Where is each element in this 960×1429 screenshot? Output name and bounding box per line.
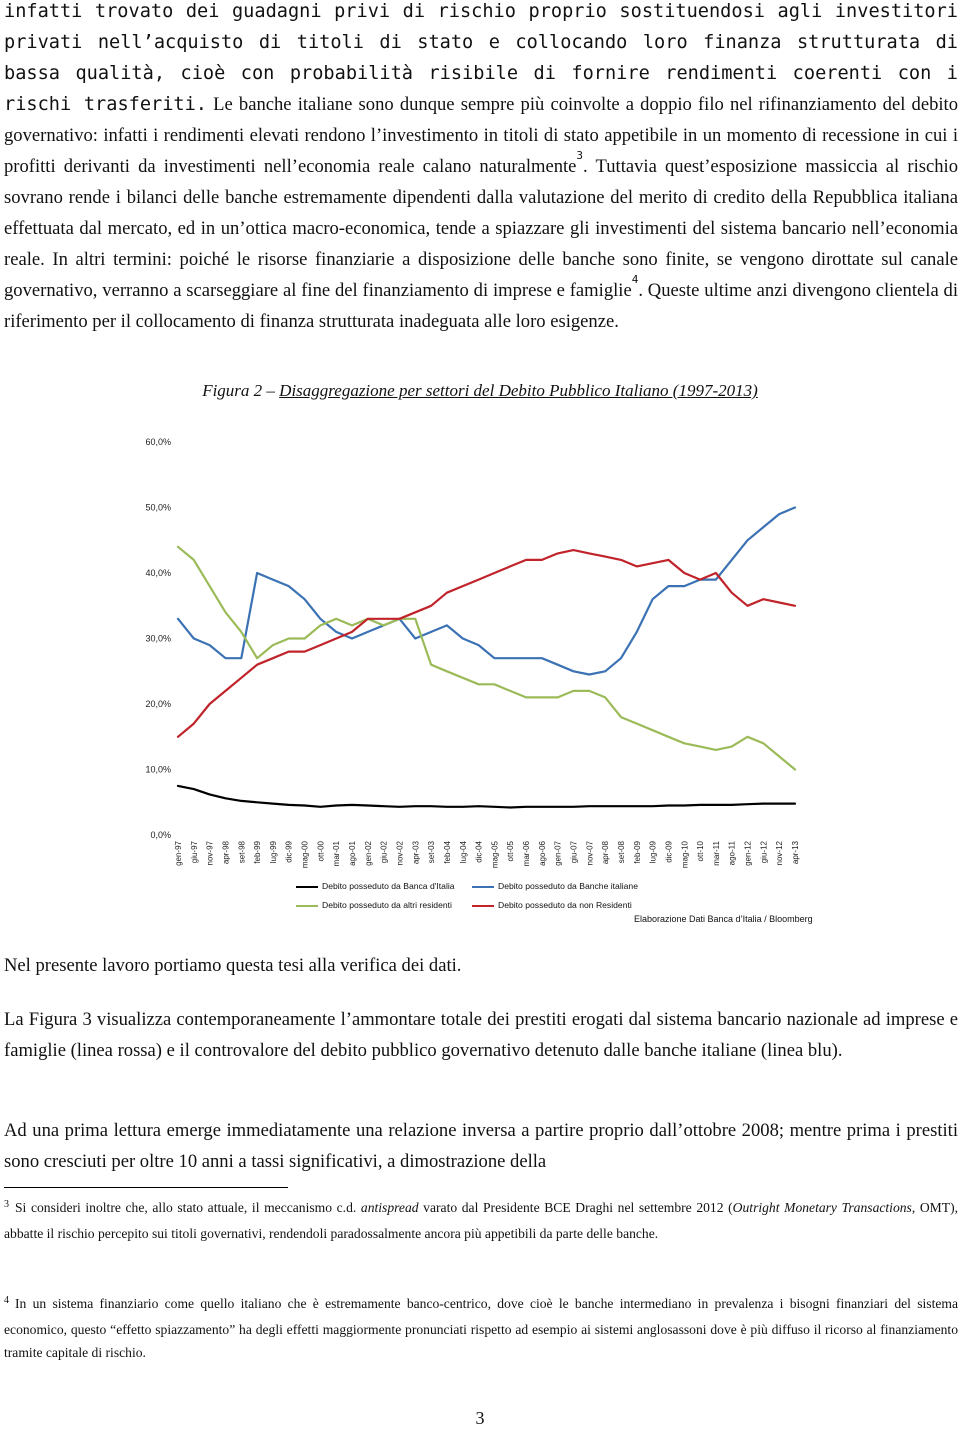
x-tick-label: nov-97 [205,841,215,866]
y-tick-label: 60,0% [145,437,171,447]
x-tick-label: set-98 [237,841,247,864]
y-tick-label: 10,0% [145,764,171,775]
page-number: 3 [475,1408,485,1428]
footnote-ref-3[interactable]: 3 [576,148,584,162]
x-tick-label: giu-02 [379,841,389,864]
y-tick-label: 50,0% [145,502,171,513]
x-tick-label: ott-10 [696,841,706,862]
legend-item-non-residenti [472,898,632,912]
x-tick-label: nov-07 [585,841,595,866]
y-tick-label: 0,0% [150,830,171,840]
legend-swatch [296,886,318,888]
x-tick-label: feb-09 [632,841,642,864]
chart-legend [296,879,816,919]
figure-caption-title: Disaggregazione per settori del Debito Pubblico Italiano (1997-2013) [279,381,758,400]
body-paragraph-3: La Figura 3 visualizza contemporaneamente l’ammontare totale dei prestiti erogati dal sistema bancario nazionale ad imprese e famiglie (linea rossa) e il controvalore del debito pubblico governativo detenuto dalle banche italiane (linea blu). [4,1009,958,1061]
x-tick-label: mag-05 [490,841,500,869]
footnote-number: 4 [4,1295,9,1306]
x-tick-label: ott-00 [316,841,326,862]
y-tick-label: 20,0% [145,699,171,709]
legend-item-banche-italiane [472,879,638,893]
x-tick-label: dic-04 [474,841,484,863]
x-tick-label: gen-97 [174,841,183,866]
x-tick-label: feb-99 [253,841,263,864]
footnote-text: Si consideri inoltre che, allo stato attuale, il meccanismo c.d. [15,1200,361,1215]
x-tick-label: giu-07 [569,841,579,864]
series-line-2 [178,508,795,675]
legend-label: Debito posseduto da Banche italiane [498,881,638,891]
x-tick-label: gen-07 [553,841,563,866]
footnote-text-italic: antispread [360,1200,419,1215]
footnote-separator [4,1187,288,1188]
body-paragraph-2: Nel presente lavoro portiamo questa tesi alla verifica dei dati. [4,955,462,976]
x-tick-label: mar-11 [711,841,721,866]
x-tick-label: lug-04 [458,841,468,864]
body-paragraph-1 [4,0,958,337]
body-paragraph-4: Ad una prima lettura emerge immediatamente una relazione inversa a partire proprio dall’ottobre 2008; mentre prima i prestiti sono cresciuti per oltre 10 anni a tassi significativi, a dimostrazione della [4,1120,958,1172]
x-tick-label: gen-12 [743,841,753,866]
footnote-text-italic: Outright Monetary Transactions [732,1200,912,1215]
x-tick-label: nov-02 [395,841,405,866]
x-tick-label: dic-09 [664,841,674,863]
x-tick-label: mar-06 [522,841,532,867]
footnote-text: , OMT), abbatte il rischio percepito sui titoli governativi, rendendoli paradossalmente ancora più appetibili da parte delle banche. [4,1200,958,1241]
x-tick-label: mar-01 [332,841,342,867]
x-tick-label: dic-99 [284,841,294,863]
x-tick-label: nov-12 [775,841,785,866]
legend-label: Debito posseduto da Banca d'Italia [322,881,455,891]
x-tick-label: ago-01 [348,841,358,866]
x-tick-label: apr-13 [791,841,800,865]
legend-swatch [472,905,494,907]
paragraph-text: Le banche italiane sono dunque sempre più coinvolte a doppio filo nel rifinanziamento del debito governativo: infatti i rendimenti elevati rendono l’investimento in titoli di stato appetibile in un momento di recessione in cui i profitti derivanti da investimenti nell’economia reale calano naturalmente [4,94,958,177]
y-tick-label: 30,0% [145,633,171,644]
footnote-ref-4[interactable]: 4 [631,272,639,286]
legend-label: Debito posseduto da non Residenti [498,900,632,910]
line-chart [140,430,820,875]
x-tick-label: ott-05 [506,841,516,862]
paragraph-text: . Queste ultime anzi divengono clientela di riferimento per il collocamento di finanza strutturata inadeguata alle loro esigenze. [4,280,958,332]
x-tick-label: gen-02 [363,841,373,866]
chart-source-note: Elaborazione Dati Banca d’Italia / Bloomberg [634,914,813,924]
x-tick-label: ago-06 [537,841,547,866]
x-tick-label: lug-99 [268,841,278,864]
x-tick-label: apr-03 [411,841,421,865]
x-tick-label: set-08 [616,841,626,864]
legend-label: Debito posseduto da altri residenti [322,900,452,910]
x-tick-label: apr-08 [601,841,611,865]
figure-caption [0,381,960,401]
legend-swatch [296,905,318,907]
x-tick-label: set-03 [427,841,437,864]
x-tick-label: apr-98 [221,841,231,865]
x-tick-label: ago-11 [727,841,737,866]
x-tick-label: mag-00 [300,841,310,869]
legend-item-altri-residenti [296,898,452,912]
legend-item-banca-italia [296,879,455,893]
x-tick-label: mag-10 [680,841,690,869]
footnote-text: varato dal Presidente BCE Draghi nel settembre 2012 ( [418,1200,733,1215]
footnote-4 [4,1292,958,1365]
footnote-number: 3 [4,1199,9,1210]
x-tick-label: lug-09 [648,841,658,864]
paragraph-lead-text: infatti trovato dei guadagni privi di rischio proprio sostituendosi agli investitori privati nell’acquisto di titoli di stato e collocando loro finanza strutturata di bassa qualità, cioè con probabilità risibile di fornire rendimenti coerenti con i rischi trasferiti. [4,1,958,115]
legend-swatch [472,886,494,888]
y-tick-label: 40,0% [145,568,171,578]
footnote-3 [4,1196,958,1245]
x-tick-label: giu-12 [759,841,769,864]
series-line-1 [178,786,795,808]
x-tick-label: feb-04 [442,841,452,864]
figure-caption-prefix: Figura 2 – [202,381,280,400]
paragraph-text: . Tuttavia quest’esposizione massiccia al rischio sovrano rende i bilanci delle banche estremamente dipendenti dalla valutazione del merito di credito della Repubblica italiana effettuata dal mercato, ed in un’ottica macro-economica, tende a spiazzare gli investimenti del sistema bancario nell’economia reale. In altri termini: poiché le risorse finanziarie a disposizione delle banche sono finite, se vengono dirottate sul canale governativo, verranno a scarseggiare al fine del finanziamento di imprese e famiglie [4,156,958,301]
x-tick-label: giu-97 [189,841,199,864]
footnote-text: In un sistema finanziario come quello italiano che è estremamente banco-centrico, dove cioè le banche intermediano in prevalenza i bisogni finanziari del sistema economico, questo “effetto spiazzamento” ha degli effetti maggiormente pronunciati rispetto ad esempio ai sistemi anglosassoni dove è più diffuso il ricorso al finanziamento tramite capitale di rischio. [4,1296,958,1360]
